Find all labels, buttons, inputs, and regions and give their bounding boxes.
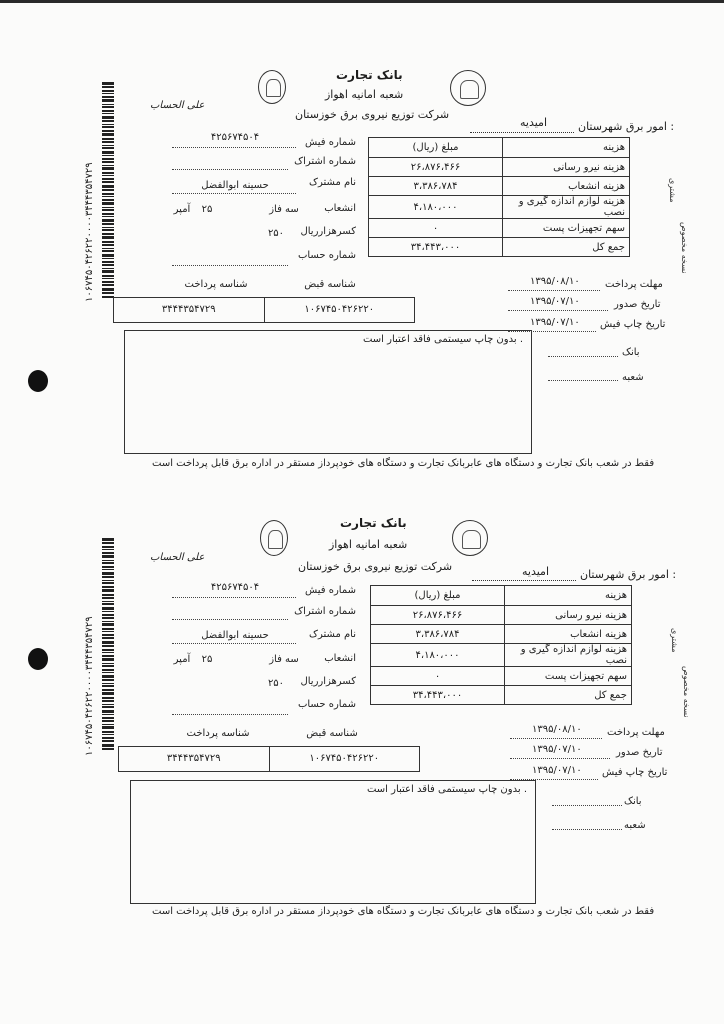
barcode-stripe [102, 193, 114, 195]
payment-footer-note: فقط در شعب بانک تجارت و دستگاه های عابربانک تجارت و دستگاه های خودپرداز مستقر در اداره برق قابل پرداخت است [152, 458, 655, 469]
payment-id-label: شناسه پرداخت [184, 279, 248, 290]
table-row [369, 177, 630, 196]
barcode-number: ۱۰۶۷۴۵۰۴۲۶۲۲۰۰۰۰۳۴۴۴۳۵۴۷۲۹ [84, 162, 95, 302]
deadline-value: ۱۳۹۵/۰۸/۱۰ [530, 276, 580, 287]
barcode-stripe [102, 207, 114, 208]
bank-title: بانک تجارت [340, 516, 407, 530]
deficit-value: ۲۵۰ [267, 228, 285, 239]
barcode-stripe [102, 284, 114, 286]
barcode-stripe [102, 724, 114, 725]
barcode-stripe [102, 264, 114, 266]
cost-value: ۰ [371, 667, 505, 686]
account-number-line [172, 265, 288, 266]
cost-table [370, 585, 632, 705]
table-row [369, 219, 630, 238]
issue-date-label: تاریخ صدور [616, 747, 663, 758]
subscriber-name-value: حسینه ابوالفضل [201, 180, 269, 191]
company-name: شرکت توزیع نیروی برق خوزستان [298, 560, 453, 573]
barcode-stripe [102, 96, 114, 98]
deficit-label: کسرهزارریال [300, 676, 356, 687]
barcode-stripe [102, 258, 114, 259]
phase-value: سه فاز [269, 654, 299, 665]
barcode-stripe [102, 560, 114, 561]
barcode-stripe [102, 740, 114, 742]
bank-branch-label: شعبه [624, 820, 646, 831]
cost-label: هزینه نیرو رسانی [505, 606, 632, 625]
bank-stamp-box [124, 330, 532, 454]
punch-hole [28, 370, 48, 392]
barcode-stripe [102, 594, 114, 596]
bill-number-line [172, 147, 296, 148]
barcode-stripe [102, 576, 114, 578]
side-copy-label: مشتری [670, 628, 679, 653]
barcode-stripe [102, 542, 114, 544]
bank-tejarat-logo [258, 70, 286, 104]
barcode-stripe [102, 116, 114, 119]
bank-branch-line [548, 380, 618, 381]
barcode-stripe [102, 601, 114, 602]
bill-number-line [172, 597, 296, 598]
barcode-stripe [102, 552, 114, 554]
barcode-stripe [102, 151, 114, 154]
barcode-stripe [102, 90, 114, 92]
subscriber-name-line [172, 643, 296, 644]
barcode-stripe [102, 110, 114, 112]
issue-date-line [508, 310, 608, 311]
subscriber-name-value: حسینه ابوالفضل [201, 630, 269, 641]
branch-name: شعبه امانیه اهواز [329, 538, 408, 551]
barcode-stripe [102, 704, 114, 705]
bank-line [552, 805, 622, 806]
issue-date-value: ۱۳۹۵/۰۷/۱۰ [532, 744, 582, 755]
barcode-stripe [102, 155, 114, 156]
bank-branch-label: شعبه [622, 372, 644, 383]
barcode-stripe [102, 634, 114, 636]
print-date-value: ۱۳۹۵/۰۷/۱۰ [530, 317, 580, 328]
barcode-stripe [102, 141, 114, 143]
cost-table-header [369, 138, 630, 158]
payment-id-value: ۳۴۴۴۳۵۴۷۲۹ [161, 304, 216, 315]
barcode-stripe [102, 185, 114, 188]
table-row [369, 238, 630, 257]
deadline-value: ۱۳۹۵/۰۸/۱۰ [532, 724, 582, 735]
barcode-stripe [102, 569, 114, 570]
branch-type-label: انشعاب [324, 203, 356, 214]
handwritten-account-note: علی الحساب [150, 100, 205, 111]
cost-value: ۲۶،۸۷۶،۴۶۶ [369, 158, 503, 177]
barcode-stripe [102, 219, 114, 222]
payment-id-label: شناسه پرداخت [186, 728, 250, 739]
bank-label: بانک [622, 347, 640, 358]
bill-number-label: شماره فیش [304, 137, 356, 148]
barcode-stripe [102, 124, 114, 125]
barcode-stripe [102, 720, 114, 722]
barcode-stripe [102, 589, 114, 592]
barcode-stripe [102, 665, 114, 667]
ampere-unit: آمپر [173, 654, 191, 665]
barcode-stripe [102, 281, 114, 283]
print-date-value: ۱۳۹۵/۰۷/۱۰ [532, 765, 582, 776]
barcode-stripe [102, 189, 114, 191]
barcode-stripe [102, 93, 114, 94]
deficit-label: کسرهزارریال [300, 226, 356, 237]
table-row [371, 686, 632, 705]
barcode-stripe [102, 138, 114, 140]
department-value: امیدیه [520, 116, 548, 129]
barcode-stripe [102, 199, 114, 201]
subscription-line [172, 619, 288, 620]
barcode-stripe [102, 597, 114, 599]
barcode-stripe [102, 167, 114, 170]
deadline-line [510, 738, 602, 739]
barcode-stripe [102, 250, 114, 252]
department-value: امیدیه [522, 565, 550, 578]
cost-label: هزینه انشعاب [505, 625, 632, 644]
bill-id-label: شناسه قبض [306, 728, 358, 739]
department-label: امور برق شهرستان : [578, 120, 675, 133]
bill-id-value: ۱۰۶۷۴۵۰۴۲۶۲۲۰ [269, 747, 420, 771]
bill-number-label: شماره فیش [304, 585, 356, 596]
top-edge-line [0, 0, 724, 3]
table-row [371, 625, 632, 644]
payment-footer-note: فقط در شعب بانک تجارت و دستگاه های عابربانک تجارت و دستگاه های خودپرداز مستقر در اداره برق قابل پرداخت است [152, 906, 655, 917]
cost-table [368, 137, 630, 257]
department-dotted-line [470, 132, 574, 133]
barcode-stripe [102, 216, 114, 217]
barcode-stripe [102, 175, 114, 176]
payment-id-box [113, 297, 415, 323]
barcode-stripe [102, 236, 114, 239]
barcode-stripe [102, 623, 114, 626]
issue-date-label: تاریخ صدور [614, 299, 661, 310]
barcode-stripe [102, 683, 114, 684]
system-print-note: بدون چاپ سیستمی فاقد اعتبار است . [362, 334, 523, 345]
barcode-stripe [102, 744, 114, 747]
branch-name: شعبه امانیه اهواز [325, 88, 404, 101]
barcode-stripe [102, 731, 114, 733]
barcode-stripe [102, 726, 114, 729]
barcode-stripe [102, 603, 114, 605]
barcode-stripe [102, 645, 114, 647]
power-company-logo [452, 520, 488, 556]
barcode-stripe [102, 241, 114, 243]
handwritten-account-note: علی الحساب [150, 552, 205, 563]
table-row [369, 158, 630, 177]
barcode-stripe [102, 248, 114, 249]
barcode-stripe [102, 209, 114, 211]
ampere-value: ۲۵ [201, 654, 213, 665]
barcode-stripe [102, 113, 114, 114]
cost-header: هزینه [505, 586, 632, 606]
barcode-stripe [102, 714, 114, 715]
cost-label: هزینه لوازم اندازه گیری و نصب [505, 644, 632, 667]
account-number-label: شماره حساب [297, 250, 356, 261]
barcode-stripe [102, 244, 114, 246]
bill-number-value: ۴۲۵۶۷۴۵۰۴ [210, 582, 260, 593]
barcode-stripe [102, 158, 114, 160]
barcode-stripe [102, 641, 114, 644]
barcode-stripe [102, 227, 114, 228]
account-number-label: شماره حساب [297, 699, 356, 710]
barcode-stripe [102, 555, 114, 558]
barcode [86, 538, 116, 756]
cost-header: هزینه [503, 138, 630, 158]
print-date-label: تاریخ چاپ فیش [602, 767, 668, 778]
barcode-stripe [102, 546, 114, 548]
barcode-stripe [102, 165, 114, 166]
barcode-stripe [102, 130, 114, 132]
ampere-unit: آمپر [173, 204, 191, 215]
barcode-stripe [102, 268, 114, 269]
barcode-stripe [102, 196, 114, 197]
barcode-stripe [102, 697, 114, 699]
payment-id-value: ۳۴۴۴۳۵۴۷۲۹ [166, 753, 221, 764]
barcode-stripe [102, 685, 114, 687]
barcode-stripe [102, 672, 114, 673]
barcode-stripe [102, 126, 114, 128]
barcode-stripe [102, 611, 114, 612]
barcode-stripe [102, 202, 114, 205]
barcode-stripe [102, 254, 114, 257]
bank-line [548, 356, 618, 357]
barcode-bars [102, 538, 114, 752]
barcode-stripe [102, 675, 114, 678]
punch-hole [28, 648, 48, 670]
bank-tejarat-logo [260, 520, 288, 556]
barcode-stripe [102, 99, 114, 102]
company-name: شرکت توزیع نیروی برق خوزستان [295, 108, 450, 121]
ampere-value: ۲۵ [201, 204, 213, 215]
side-copy-label: مشتری [668, 178, 677, 203]
issue-date-value: ۱۳۹۵/۰۷/۱۰ [530, 296, 580, 307]
barcode-stripe [102, 669, 114, 671]
deficit-value: ۲۵۰ [267, 678, 285, 689]
barcode-stripe [102, 145, 114, 146]
barcode-stripe [102, 261, 114, 263]
payment-id-box [118, 746, 420, 772]
barcode-stripe [102, 710, 114, 713]
barcode-stripe [102, 278, 114, 279]
department-dotted-line [472, 580, 576, 581]
barcode-stripe [102, 288, 114, 291]
barcode-stripe [102, 181, 114, 183]
bank-branch-line [552, 829, 622, 830]
barcode-stripe [102, 223, 114, 225]
amount-header: مبلغ (ریال) [371, 586, 505, 606]
barcode-stripe [102, 104, 114, 105]
barcode-stripe [102, 562, 114, 564]
side-copy-label: نسخه مخصوص [682, 666, 691, 718]
account-number-line [172, 714, 288, 715]
barcode-stripe [102, 572, 114, 575]
cost-label: هزینه انشعاب [503, 177, 630, 196]
barcode-stripe [102, 614, 114, 616]
cost-table-header [371, 586, 632, 606]
barcode-stripe [102, 120, 114, 122]
subscription-label: شماره اشتراک [294, 156, 356, 167]
cost-value: ۳۴،۴۴۳،۰۰۰ [369, 238, 503, 257]
cost-label: سهم تجهیزات پست [505, 667, 632, 686]
phase-value: سه فاز [269, 204, 299, 215]
branch-type-label: انشعاب [324, 653, 356, 664]
deadline-label: مهلت پرداخت [605, 279, 663, 290]
power-company-logo [450, 70, 486, 106]
bill-number-value: ۴۲۵۶۷۴۵۰۴ [210, 132, 260, 143]
print-date-label: تاریخ چاپ فیش [600, 319, 666, 330]
subscriber-name-label: نام مشترک [309, 177, 356, 188]
barcode-stripe [102, 692, 114, 695]
bill-id-label: شناسه قبض [304, 279, 356, 290]
barcode-stripe [102, 621, 114, 622]
barcode-stripe [102, 549, 114, 550]
barcode-stripe [102, 147, 114, 149]
barcode-bars [102, 82, 114, 299]
cost-value: ۴،۱۸۰،۰۰۰ [371, 644, 505, 667]
department-label: امور برق شهرستان : [580, 568, 677, 581]
barcode-stripe [102, 663, 114, 664]
amount-header: مبلغ (ریال) [369, 138, 503, 158]
cost-value: ۴،۱۸۰،۰۰۰ [369, 196, 503, 219]
cost-value: ۳،۳۸۶،۷۸۴ [371, 625, 505, 644]
barcode-number: ۱۰۶۷۴۵۰۴۲۶۲۲۰۰۰۰۳۴۴۴۳۵۴۷۲۹ [84, 616, 95, 756]
cost-label: هزینه نیرو رسانی [503, 158, 630, 177]
barcode [86, 82, 116, 302]
barcode-stripe [102, 706, 114, 708]
bank-title: بانک تجارت [336, 68, 403, 82]
subscriber-name-line [172, 193, 296, 194]
deadline-label: مهلت پرداخت [607, 727, 665, 738]
barcode-stripe [102, 213, 114, 215]
table-row [371, 667, 632, 686]
barcode-stripe [102, 748, 114, 750]
barcode-stripe [102, 229, 114, 231]
bank-stamp-box [130, 780, 536, 904]
barcode-stripe [102, 679, 114, 681]
barcode-stripe [102, 689, 114, 691]
subscription-label: شماره اشتراک [294, 606, 356, 617]
cost-label: جمع کل [503, 238, 630, 257]
barcode-stripe [102, 582, 114, 584]
side-copy-label: نسخه مخصوص [680, 222, 689, 274]
cost-value: ۳،۳۸۶،۷۸۴ [369, 177, 503, 196]
barcode-stripe [102, 566, 114, 568]
barcode-stripe [102, 161, 114, 163]
barcode-stripe [102, 292, 114, 294]
cost-value: ۳۴،۴۴۳،۰۰۰ [371, 686, 505, 705]
barcode-stripe [102, 658, 114, 661]
barcode-stripe [102, 700, 114, 702]
bill-id-value: ۱۰۶۷۴۵۰۴۲۶۲۲۰ [264, 298, 415, 322]
barcode-stripe [102, 655, 114, 657]
barcode-stripe [102, 133, 114, 136]
barcode-stripe [102, 233, 114, 235]
subscriber-name-label: نام مشترک [309, 629, 356, 640]
barcode-stripe [102, 275, 114, 277]
subscription-line [172, 169, 288, 170]
system-print-note: بدون چاپ سیستمی فاقد اعتبار است . [366, 784, 527, 795]
table-row [371, 644, 632, 667]
cost-label: جمع کل [505, 686, 632, 705]
bank-label: بانک [624, 796, 642, 807]
cost-value: ۲۶،۸۷۶،۴۶۶ [371, 606, 505, 625]
barcode-stripe [102, 617, 114, 619]
barcode-stripe [102, 586, 114, 588]
barcode-stripe [102, 106, 114, 108]
barcode-stripe [102, 580, 114, 581]
barcode-stripe [102, 652, 114, 653]
barcode-stripe [102, 538, 114, 541]
barcode-stripe [102, 649, 114, 651]
barcode-stripe [102, 734, 114, 735]
barcode-stripe [102, 82, 114, 85]
barcode-stripe [102, 637, 114, 639]
cost-label: هزینه لوازم اندازه گیری و نصب [503, 196, 630, 219]
deadline-line [508, 290, 600, 291]
barcode-stripe [102, 172, 114, 174]
barcode-stripe [102, 631, 114, 632]
barcode-stripe [102, 86, 114, 88]
barcode-stripe [102, 717, 114, 719]
barcode-stripe [102, 270, 114, 273]
issue-date-line [510, 758, 610, 759]
barcode-stripe [102, 178, 114, 180]
barcode-stripe [102, 737, 114, 739]
table-row [369, 196, 630, 219]
cost-value: ۰ [369, 219, 503, 238]
barcode-stripe [102, 628, 114, 630]
table-row [371, 606, 632, 625]
barcode-stripe [102, 607, 114, 610]
cost-label: سهم تجهیزات پست [503, 219, 630, 238]
